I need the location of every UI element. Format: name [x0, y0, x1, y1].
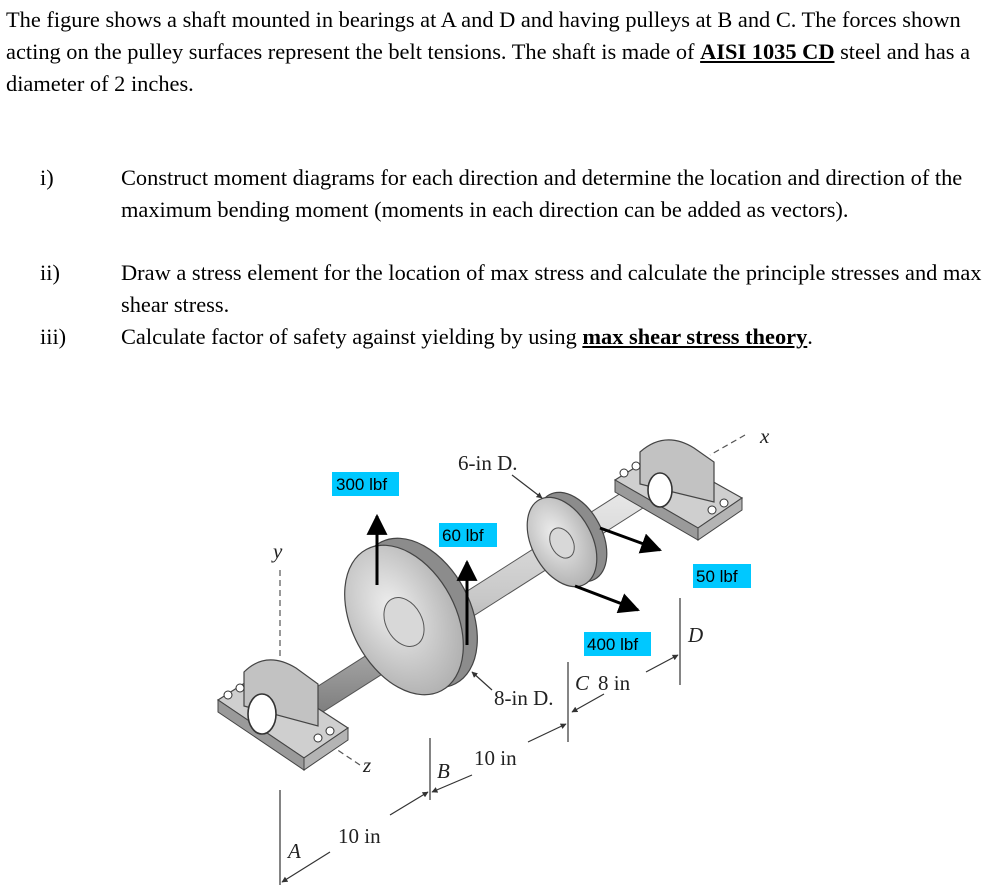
question-text [121, 321, 997, 353]
question-text-post: . [807, 324, 813, 349]
question-number: iii) [40, 324, 67, 349]
question-text: Draw a stress element for the location of max stress and calculate the principle stresses and max shear stress. [121, 260, 982, 317]
x-axis [710, 435, 745, 455]
dim-cd: 8 in [598, 671, 631, 695]
force-label-300: 300 lbf [336, 475, 388, 494]
question-number: i) [40, 165, 54, 190]
intro-part-2: steel and has a diameter of 2 inches. [6, 39, 971, 96]
pulley-label-6in: 6-in D. [458, 451, 518, 475]
question-text: Construct moment diagrams for each direction and determine the location and direction of the maximum bending moment (moments in each direction can be added as vectors). [121, 165, 963, 222]
dim-ab: 10 in [338, 824, 381, 848]
bearing-a [218, 660, 348, 770]
problem-statement [6, 4, 991, 100]
question-number: ii) [40, 260, 60, 285]
bearing-d [615, 440, 742, 540]
leader-6in [512, 475, 542, 498]
leader-8in [472, 672, 492, 690]
force-arrow-50 [600, 528, 660, 550]
intro-part-1: The figure shows a shaft mounted in bearings at A and D and having pulleys at B and C. The forces shown acting on the pulley surfaces represent the belt tensions. The shaft is made of [6, 7, 961, 64]
shaft [268, 458, 690, 738]
force-label-400: 400 lbf [587, 635, 639, 654]
question-text-pre: Calculate factor of safety against yielding by using [121, 324, 583, 349]
point-label-a: A [288, 839, 301, 863]
shaft-figure [0, 360, 999, 890]
force-arrow-400 [575, 586, 638, 610]
dim-bc: 10 in [474, 746, 517, 770]
force-label-60: 60 lbf [442, 526, 484, 545]
pulley-label-8in: 8-in D. [494, 686, 554, 710]
force-label-50: 50 lbf [696, 567, 738, 586]
theory-name: max shear stress theory [582, 324, 808, 349]
axis-label-z: z [363, 753, 372, 777]
axis-label-y: y [273, 539, 283, 563]
material-name: AISI 1035 CD [700, 39, 835, 64]
axis-label-x: x [760, 424, 770, 448]
point-label-c: C [575, 671, 590, 695]
point-label-b: B [437, 759, 450, 783]
point-label-d: D [688, 623, 704, 647]
